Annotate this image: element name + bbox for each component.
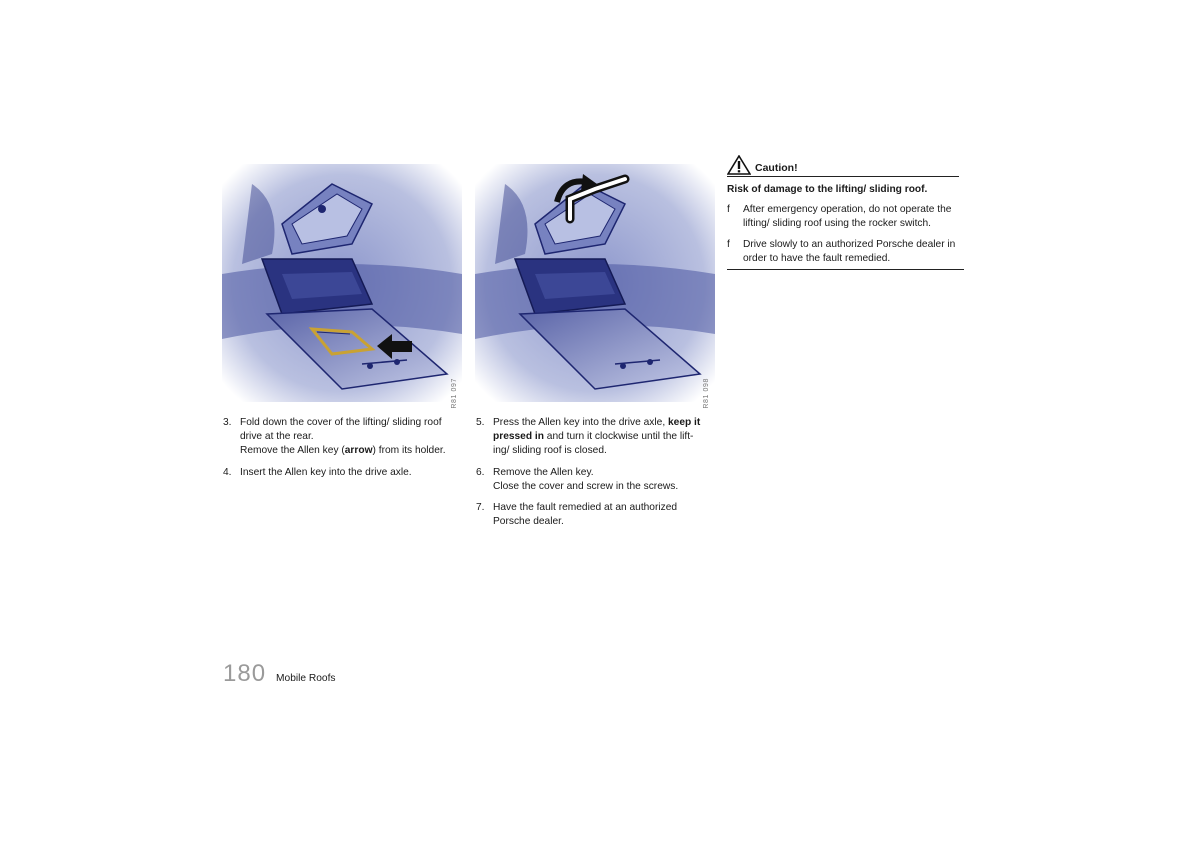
step-text-line bbox=[493, 430, 716, 444]
step-text-line bbox=[493, 501, 716, 515]
instruction-step bbox=[223, 416, 463, 459]
page-footer bbox=[223, 660, 336, 688]
caution-box bbox=[727, 155, 964, 270]
step-text bbox=[493, 466, 716, 494]
step-number: 4. bbox=[223, 466, 232, 478]
page-number: 180 bbox=[223, 660, 267, 687]
caution-divider bbox=[727, 269, 964, 270]
figure-turn-allen-key bbox=[475, 164, 715, 402]
text-run: Press the Allen key into the drive axle, bbox=[493, 417, 668, 428]
step-number: 3. bbox=[223, 417, 232, 428]
caution-bullets bbox=[727, 203, 964, 266]
figure-code: R81 097 bbox=[451, 378, 458, 409]
step-number: 5. bbox=[476, 417, 485, 428]
caution-header bbox=[727, 155, 959, 177]
instruction-steps-left bbox=[223, 416, 463, 487]
instruction-step bbox=[223, 466, 463, 480]
step-text-line bbox=[493, 515, 716, 529]
text-run: Insert the Allen key into the drive axle. bbox=[240, 466, 412, 478]
emphasis-text: keep it bbox=[667, 417, 701, 428]
text-run: Remove the Allen key ( bbox=[240, 445, 345, 457]
figure-code: R81 098 bbox=[703, 378, 710, 409]
text-run: ing/ sliding roof is closed. bbox=[493, 445, 607, 457]
step-text-line bbox=[240, 430, 463, 444]
step-text-line bbox=[493, 466, 716, 480]
text-run: Fold down the cover of the lifting/ sliding roof bbox=[240, 417, 442, 428]
text-run: drive at the rear. bbox=[240, 431, 314, 443]
illustration-drive-axle bbox=[475, 164, 715, 402]
text-run: ) from its holder. bbox=[372, 445, 446, 457]
step-text bbox=[240, 416, 463, 459]
section-title: Mobile Roofs bbox=[276, 673, 336, 684]
step-text-line bbox=[493, 444, 716, 458]
step-text-line bbox=[240, 416, 463, 430]
instruction-step bbox=[476, 501, 716, 529]
bullet-text-line: lifting/ sliding roof using the rocker switch. bbox=[743, 218, 931, 230]
bullet-text-line: After emergency operation, do not operate the bbox=[743, 204, 952, 216]
bullet-mark: f bbox=[727, 204, 730, 216]
warning-icon bbox=[727, 155, 751, 175]
step-text bbox=[493, 501, 716, 529]
text-run: Have the fault remedied at an authorized bbox=[493, 502, 678, 514]
text-run: Remove the Allen key. bbox=[493, 466, 594, 478]
text-run: Close the cover and screw in the screws. bbox=[493, 480, 679, 492]
figure-remove-allen-key bbox=[222, 164, 462, 402]
caution-bullet bbox=[727, 238, 964, 266]
step-text-line bbox=[240, 444, 463, 458]
caution-bullet bbox=[727, 203, 964, 231]
bullet-text-line: Drive slowly to an authorized Porsche dealer in bbox=[743, 238, 956, 250]
text-run: Porsche dealer. bbox=[493, 516, 564, 528]
emphasis-text: arrow bbox=[344, 445, 373, 457]
step-text bbox=[493, 416, 716, 459]
step-number: 6. bbox=[476, 466, 485, 478]
instruction-step bbox=[476, 466, 716, 494]
bullet-text bbox=[743, 203, 951, 231]
step-text-line bbox=[493, 480, 716, 494]
bullet-mark: f bbox=[727, 238, 730, 250]
step-text bbox=[240, 466, 463, 480]
illustration-roof-cover-open bbox=[222, 164, 462, 402]
caution-subtitle: Risk of damage to the lifting/ sliding roof. bbox=[727, 184, 928, 195]
emphasis-text: pressed in bbox=[493, 431, 544, 443]
instruction-steps-right bbox=[476, 416, 716, 536]
caution-title: Caution! bbox=[755, 161, 798, 174]
text-run: and turn it clockwise until the lift- bbox=[543, 431, 694, 443]
step-number: 7. bbox=[476, 502, 485, 514]
step-text-line bbox=[493, 416, 716, 430]
bullet-text bbox=[743, 238, 955, 266]
step-text-line bbox=[240, 466, 463, 480]
bullet-text-line: order to have the fault remedied. bbox=[743, 252, 891, 264]
instruction-step bbox=[476, 416, 716, 459]
